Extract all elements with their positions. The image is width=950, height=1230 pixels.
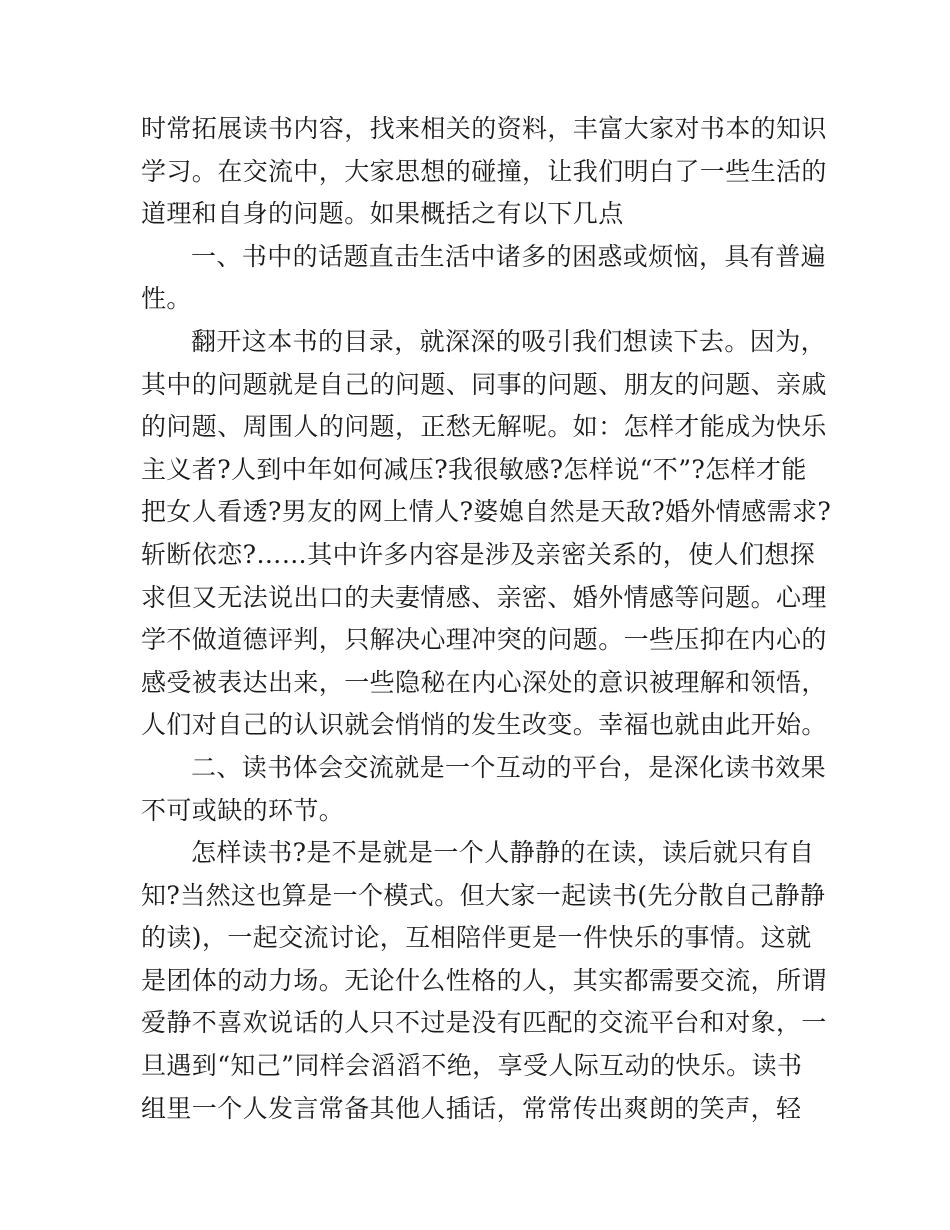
- text-line: 知?当然这也算是一个模式。但大家一起读书(先分散自己静静: [141, 880, 826, 910]
- text-line: 是团体的动力场。无论什么性格的人，其实都需要交流，所谓: [141, 965, 827, 995]
- text-line: 其中的问题就是自己的问题、同事的问题、朋友的问题、亲戚: [141, 369, 827, 399]
- text-line: 人们对自己的认识就会悄悄的发生改变。幸福也就由此开始。: [141, 710, 827, 740]
- text-line: 时常拓展读书内容，找来相关的资料，丰富大家对书本的知识: [141, 114, 827, 143]
- text-line: 爱静不喜欢说话的人只不过是没有匹配的交流平台和对象，一: [141, 1008, 827, 1038]
- text-line: 性。: [141, 284, 192, 314]
- text-line: 学不做道德评判，只解决心理冲突的问题。一些压抑在内心的: [141, 625, 827, 655]
- paragraph-start: 翻开这本书的目录，就深深的吸引我们想读下去。因为，: [191, 326, 827, 356]
- text-line: 的读)，一起交流讨论，互相陪伴更是一件快乐的事情。这就: [141, 923, 812, 953]
- text-line: 求但又无法说出口的夫妻情感、亲密、婚外情感等问题。心理: [141, 582, 827, 612]
- text-line: 的问题、周围人的问题，正愁无解呢。如：怎样才能成为快乐: [141, 412, 827, 442]
- section-heading-one: 一、书中的话题直击生活中诸多的困惑或烦恼，具有普遍: [191, 241, 827, 271]
- text-line: 旦遇到“知己”同样会滔滔不绝，享受人际互动的快乐。读书: [141, 1051, 803, 1081]
- text-line: 不可或缺的环节。: [141, 795, 345, 825]
- text-line: 把女人看透?男友的网上情人?婆媳自然是天敌?婚外情感需求?: [141, 497, 832, 527]
- text-line: 斩断依恋?……其中许多内容是涉及亲密关系的，使人们想探: [141, 539, 816, 569]
- text-line: 主义者?人到中年如何减压?我很敏感?怎样说“不”?怎样才能: [141, 454, 807, 484]
- text-line: 道理和自身的问题。如果概括之有以下几点: [141, 199, 624, 229]
- section-heading-two: 二、读书体会交流就是一个互动的平台，是深化读书效果: [191, 752, 827, 782]
- text-line: 感受被表达出来，一些隐秘在内心深处的意识被理解和领悟，: [141, 667, 827, 697]
- paragraph-start: 怎样读书?是不是就是一个人静静的在读，读后就只有自: [191, 838, 815, 868]
- text-line: 学习。在交流中，大家思想的碰撞，让我们明白了一些生活的: [141, 156, 827, 186]
- text-line: 组里一个人发言常备其他人插话，常常传出爽朗的笑声，轻: [141, 1093, 802, 1123]
- body-text: [141, 108, 832, 1130]
